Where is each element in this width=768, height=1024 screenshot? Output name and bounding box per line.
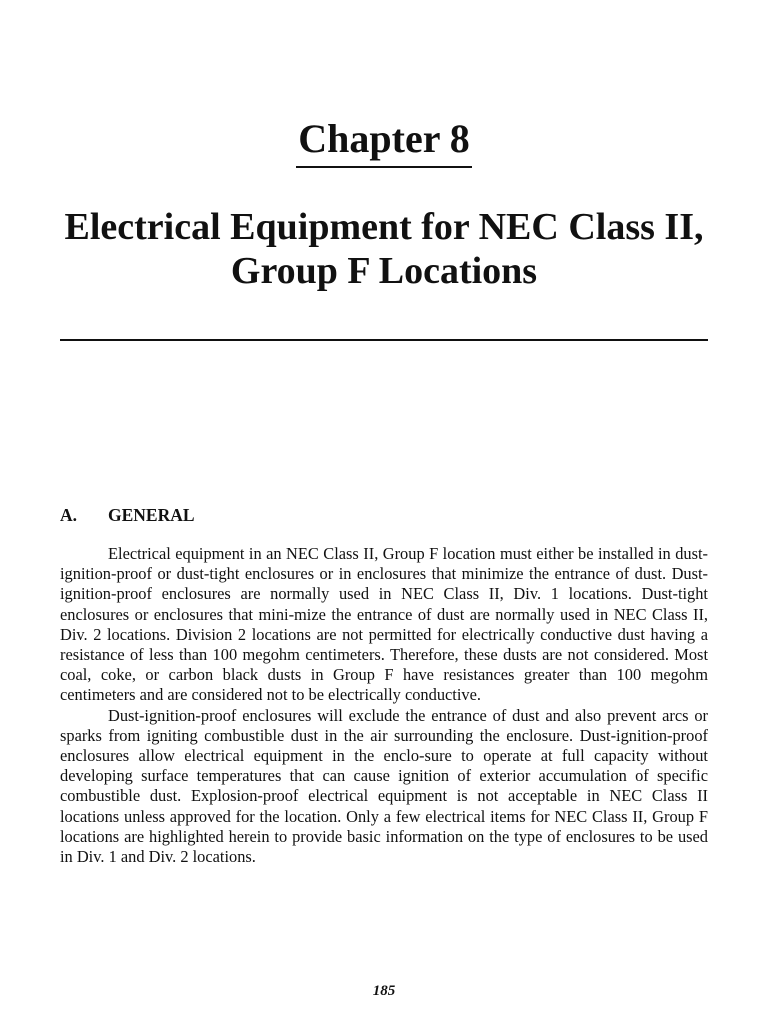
section-heading <box>60 504 708 526</box>
section-number: A. <box>60 505 78 525</box>
section-heading-text: GENERAL <box>108 505 195 525</box>
title-rule <box>60 339 708 341</box>
page-number: 185 <box>372 983 396 999</box>
chapter-label <box>0 118 768 168</box>
paragraph: Dust-ignition-proof enclosures will exclude the entrance of dust and also prevent arcs or sparks from igniting combustible dust in the air surrounding the enclosure. Dust-ignition-proof enclosures allow electrical equipment in the enclo-sure to operate at full capacity without developing surface temperatures that can cause ignition of exterior accumulation of specific combustible dust. Explosion-proof electrical equipment is not acceptable in NEC Class II locations unless approved for the location. Only a few electrical items for NEC Class II, Group F locations are highlighted herein to provide basic information on the type of enclosures to be used in Div. 1 and Div. 2 locations. <box>60 705 708 867</box>
chapter-label-text: Chapter 8 <box>296 118 471 168</box>
chapter-title: Electrical Equipment for NEC Class II, Group F Locations <box>64 206 704 292</box>
body-text <box>60 544 708 867</box>
paragraph: Electrical equipment in an NEC Class II, Group F location must either be installed in dust-ignition-proof or dust-tight enclosures or in enclosures that minimize the entrance of dust. Dust-ignition-proof enclosures are normally used in NEC Class II, Div. 1 locations. Dust-tight enclosures or enclosures that mini-mize the entrance of dust are normally used in NEC Class II, Div. 2 locations. Division 2 locations are not permitted for electrically conductive dust having a resistance of less than 100 megohm centimeters. Therefore, these dusts are not considered. Most coal, coke, or carbon black dusts in Group F have resistances greater than 100 megohm centimeters and are considered not to be electrically conductive. <box>60 544 708 705</box>
